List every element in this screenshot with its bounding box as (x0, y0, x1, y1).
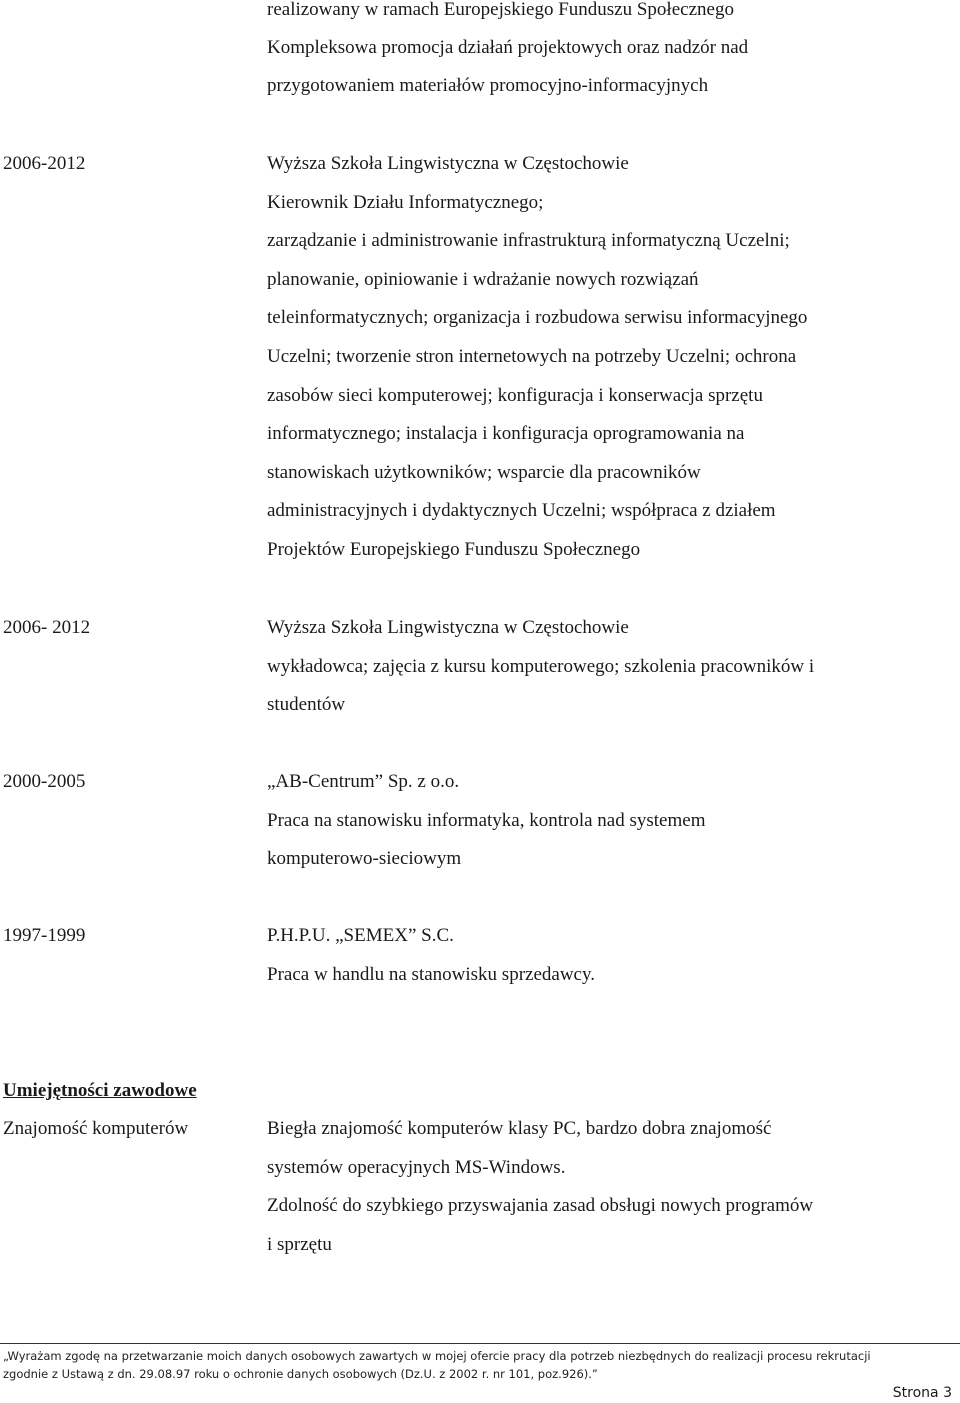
employer-name: Wyższa Szkoła Lingwistyczna w Częstochowie (267, 617, 629, 638)
experience-line: komputerowo-sieciowym (267, 848, 462, 869)
experience-line: Projektów Europejskiego Funduszu Społecznego (267, 539, 641, 560)
experience-dates: 2006-2012 (3, 153, 86, 174)
experience-line: studentów (267, 694, 346, 715)
experience-line: wykładowca; zajęcia z kursu komputerowego; szkolenia pracowników i (267, 655, 815, 677)
page-number: Strona 3 (892, 1385, 952, 1401)
experience-line: administracyjnych i dydaktycznych Uczelni; współpraca z działem (267, 500, 776, 522)
skill-line: systemów operacyjnych MS-Windows. (267, 1156, 566, 1178)
experience-line: Praca w handlu na stanowisku sprzedawcy. (267, 963, 596, 985)
experience-line: informatycznego; instalacja i konfiguracja oprogramowania na (267, 423, 745, 445)
skill-line: Zdolność do szybkiego przyswajania zasad obsługi nowych programów (267, 1195, 814, 1217)
employer-name: P.H.P.U. „SEMEX” S.C. (267, 925, 454, 946)
footer-divider (0, 1343, 960, 1344)
intro-line: Kompleksowa promocja działań projektowych oraz nadzór nad (267, 37, 749, 58)
experience-line: Praca na stanowisku informatyka, kontrola nad systemem (267, 809, 706, 831)
experience-line: Uczelni; tworzenie stron internetowych na potrzeby Uczelni; ochrona (267, 346, 797, 367)
experience-dates: 2000-2005 (3, 771, 86, 792)
experience-line: zasobów sieci komputerowej; konfiguracja i konserwacja sprzętu (267, 384, 763, 406)
consent-clause-line: „Wyrażam zgodę na przetwarzanie moich danych osobowych zawartych w mojej ofercie pracy dla potrzeb niezbędnych do realizacji procesu rekrutacji (3, 1349, 871, 1363)
experience-line: planowanie, opiniowanie i wdrażanie nowych rozwiązań (267, 268, 699, 290)
skill-line: Biegła znajomość komputerów klasy PC, bardzo dobra znajomość (267, 1118, 772, 1139)
experience-dates: 1997-1999 (3, 925, 86, 946)
experience-line: zarządzanie i administrowanie infrastrukturą informatyczną Uczelni; (267, 230, 790, 252)
skills-heading: Umiejętności zawodowe (3, 1080, 197, 1101)
skill-label: Znajomość komputerów (3, 1118, 189, 1139)
employer-name: Wyższa Szkoła Lingwistyczna w Częstochowie (267, 153, 629, 174)
experience-line: stanowiskach użytkowników; wsparcie dla pracowników (267, 461, 701, 483)
intro-line: realizowany w ramach Europejskiego Funduszu Społecznego (267, 0, 734, 20)
experience-line: Kierownik Działu Informatycznego; (267, 191, 544, 213)
skill-line: i sprzętu (267, 1234, 332, 1255)
employer-name: „AB-Centrum” Sp. z o.o. (267, 771, 460, 792)
consent-clause-line: zgodnie z Ustawą z dn. 29.08.97 roku o ochronie danych osobowych (Dz.U. z 2002 r. nr 101, poz.926).” (3, 1367, 598, 1381)
experience-dates: 2006- 2012 (3, 617, 91, 638)
experience-line: teleinformatycznych; organizacja i rozbudowa serwisu informacyjnego (267, 307, 808, 329)
intro-line: przygotowaniem materiałów promocyjno-informacyjnych (267, 75, 709, 96)
